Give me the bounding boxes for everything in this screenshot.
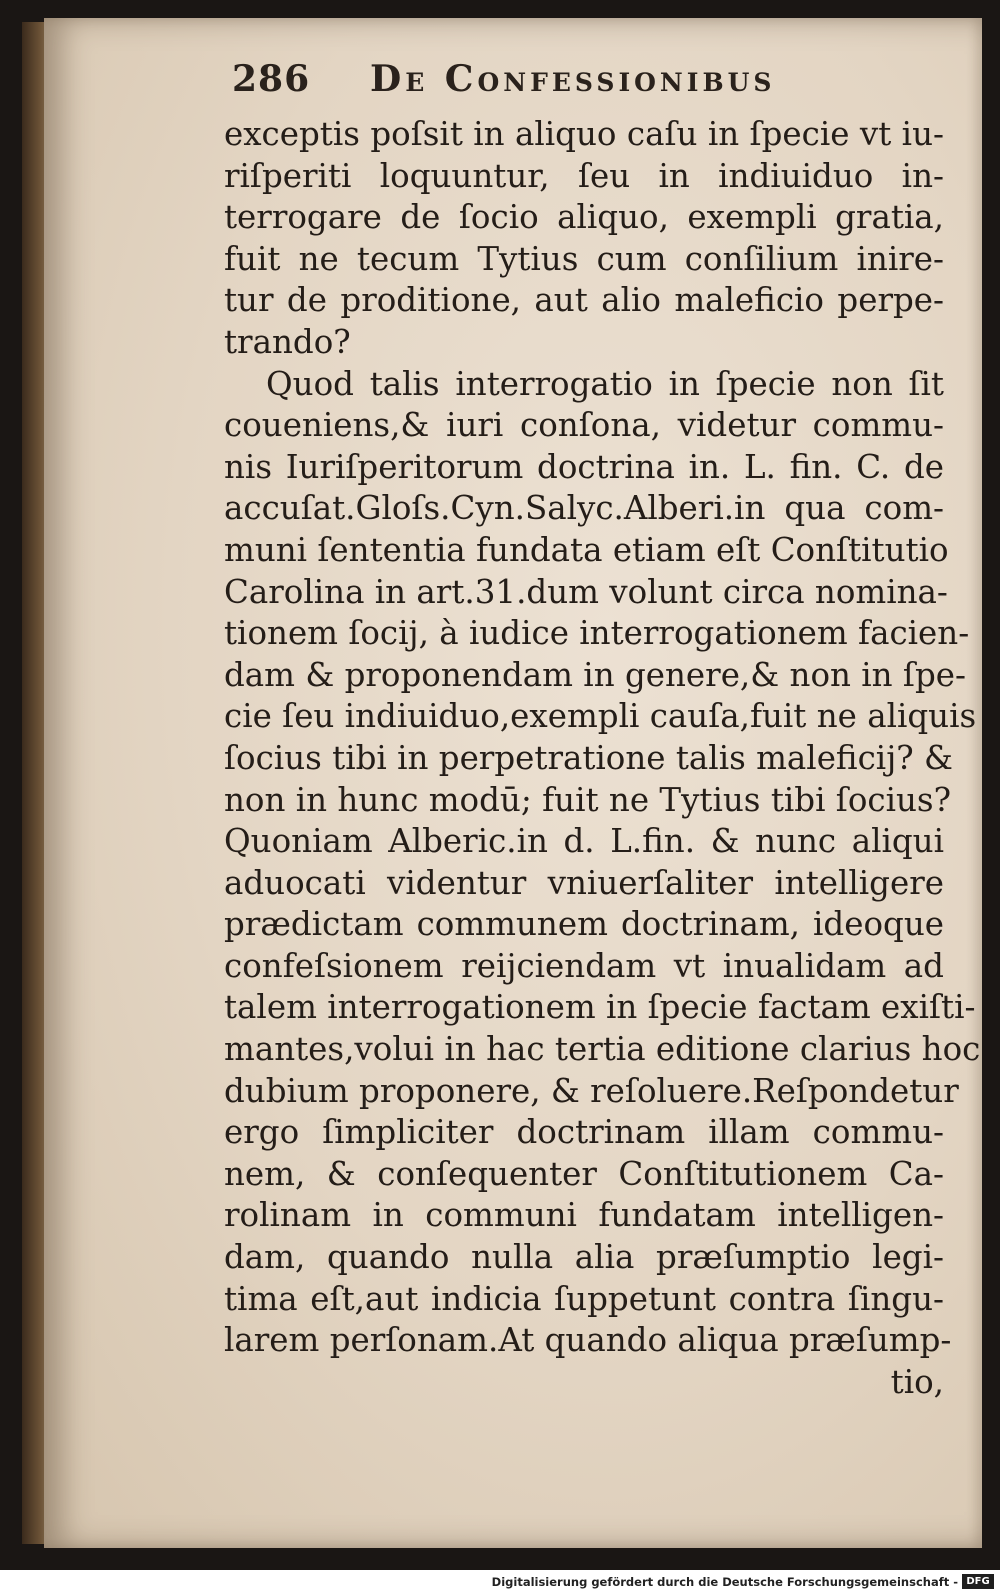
text-line: talem interrogationem in ſpecie factam exiſti- (224, 988, 976, 1027)
text-line: non in hunc modū; fuit ne Tytius tibi ſocius? (224, 780, 952, 819)
text-line: exceptis poſsit in aliquo caſu in ſpecie vt iu- (224, 115, 944, 153)
page-header (44, 58, 982, 108)
body-text (224, 114, 981, 1403)
text-line: accuſat.Gloſs.Cyn.Salyc.Alberi.in qua com- (224, 489, 944, 528)
text-line: larem perſonam.At quando aliqua præſump- (224, 1321, 952, 1360)
text-line: nis Iuriſperitorum doctrina in. L. fin. C. de (224, 447, 944, 486)
text-line: riſperiti loquuntur, ſeu in indiuiduo in- (224, 156, 944, 195)
text-line: fuit ne tecum Tytius cum conſilium inire- (224, 239, 944, 278)
text-line: ſocius tibi in perpetratione talis maleficij? & (224, 738, 953, 777)
text-line: coueniens,& iuri conſona, videtur commu- (224, 406, 944, 445)
text-line: dubium proponere, & reſoluere.Reſpondetur (224, 1071, 959, 1110)
catchword: tio, (890, 1362, 944, 1401)
text-line: nem, & conſequenter Conſtitutionem Ca- (224, 1154, 944, 1193)
text-line: rolinam in communi fundatam intelligen- (224, 1196, 944, 1235)
text-line: terrogare de ſocio aliquo, exempli gratia, (224, 198, 944, 237)
text-line: ergo ſimpliciter doctrinam illam commu- (224, 1113, 944, 1152)
text-line: tionem ſocij, à iudice interrogationem facien- (224, 614, 970, 653)
text-line: cie ſeu indiuiduo,exempli cauſa,fuit ne aliquis (224, 697, 977, 736)
text-line: dam, quando nulla alia præſumptio legi- (224, 1238, 944, 1277)
text-line: Carolina in art.31.dum volunt circa nomina- (224, 572, 948, 611)
footer-bar (0, 1570, 1000, 1592)
text-line: mantes,volui in hac tertia editione clarius hoc (224, 1030, 981, 1069)
text-line: tur de proditione, aut alio maleficio perpe- (224, 281, 944, 320)
text-line: prædictam communem doctrinam, ideoque (224, 905, 944, 944)
text-line: muni ſententia fundata etiam eſt Conſtitutio (224, 530, 949, 569)
text-line: confeſsionem reijciendam vt inualidam ad (224, 946, 944, 985)
page-number: 286 (232, 58, 311, 100)
book-page (44, 18, 982, 1548)
text-line: Quoniam Alberic.in d. L.fin. & nunc aliqui (224, 822, 944, 861)
text-line: tima eſt,aut indicia ſuppetunt contra ſingu- (224, 1279, 944, 1318)
text-line: trando? (224, 322, 351, 361)
text-line: aduocati videntur vniuerſaliter intelligere (224, 863, 944, 902)
dfg-logo: DFG (962, 1574, 994, 1589)
text-line: dam & proponendam in genere,& non in ſpe- (224, 655, 966, 694)
funding-credit: Digitalisierung gefördert durch die Deutsche Forschungsgemeinschaft - (491, 1575, 958, 1589)
paragraph-start-line: Quod talis interrogatio in ſpecie non ſit (266, 364, 944, 403)
running-head: De Confessionibus (370, 58, 776, 100)
